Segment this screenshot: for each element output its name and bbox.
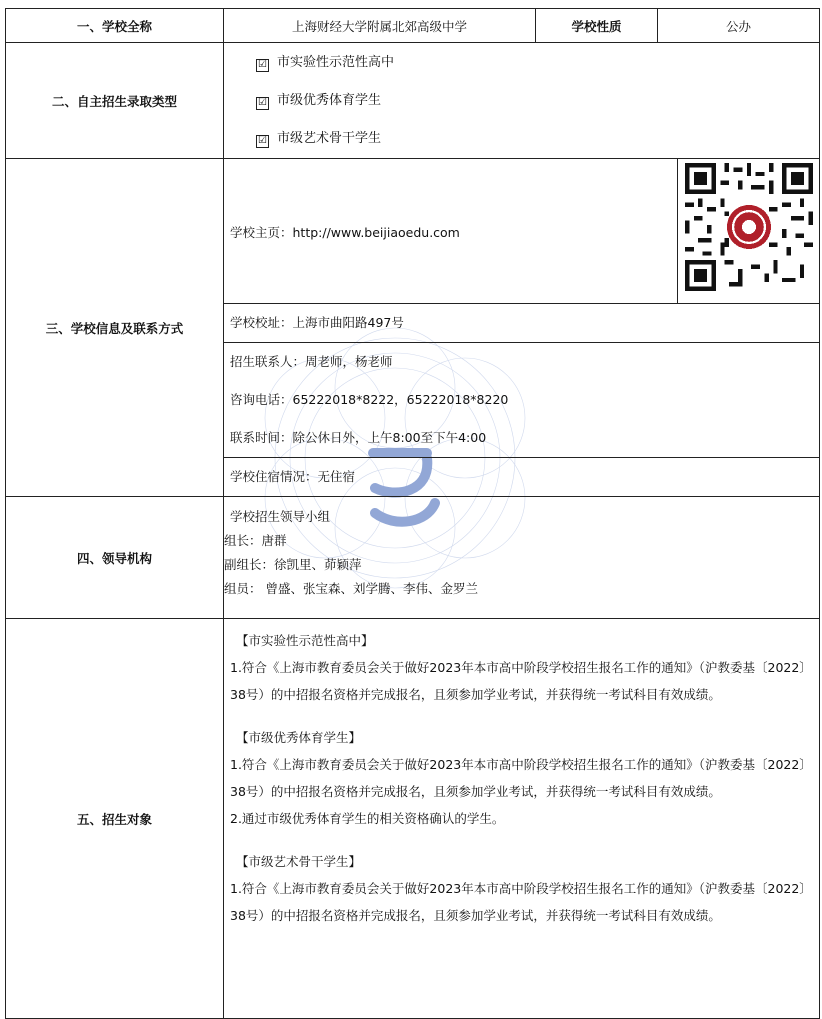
- checked-checkbox-icon: ☑: [256, 97, 269, 110]
- admission-type-item: [224, 44, 819, 82]
- admission-type-label: 市实验性示范性高中: [277, 54, 395, 70]
- contact-hours: 联系时间：除公休日外，上午8:00至下午4:00: [230, 430, 487, 445]
- label-school-nature: 学校性质: [536, 9, 658, 43]
- contact-block: [224, 342, 819, 457]
- homepage-text: 学校主页：http://www.beijiaoedu.com: [230, 225, 460, 240]
- row-school-info: [6, 159, 820, 497]
- label-admission-types: 二、自主招生录取类型: [6, 43, 224, 159]
- school-name-value: 上海财经大学附属北郊高级中学: [224, 9, 536, 43]
- school-address: 学校校址：上海市曲阳路497号: [224, 303, 819, 342]
- section-heading: 【市级艺术骨干学生】: [236, 854, 362, 869]
- label-school-info: 三、学校信息及联系方式: [6, 159, 224, 497]
- section-item: 1.符合《上海市教育委员会关于做好2023年本市高中阶段学校招生报名工作的通知》（沪教委基〔2022〕38号）的中招报名资格并完成报名，且须参加学业考试，并获得统一考试科目有效成绩。: [230, 660, 806, 702]
- leadership-deputy: 副组长：徐凯里、茆颖萍: [224, 557, 362, 572]
- row-admission-types: [6, 43, 820, 159]
- section-item: 2.通过市级优秀体育学生的相关资格确认的学生。: [230, 811, 505, 826]
- checked-checkbox-icon: ☑: [256, 135, 269, 148]
- admission-type-item: [224, 82, 819, 120]
- qr-code-icon: [685, 163, 813, 291]
- label-enrollment-targets: 五、招生对象: [6, 619, 224, 1019]
- row-enrollment-targets: [6, 619, 820, 1019]
- admission-info-table: [5, 8, 820, 1019]
- section-item: 1.符合《上海市教育委员会关于做好2023年本市高中阶段学校招生报名工作的通知》（沪教委基〔2022〕38号）的中招报名资格并完成报名，且须参加学业考试，并获得统一考试科目有效成绩。: [230, 757, 806, 799]
- enrollment-targets-block: [224, 619, 820, 1019]
- section-heading: 【市实验性示范性高中】: [236, 633, 374, 648]
- section-heading: 【市级优秀体育学生】: [236, 730, 362, 745]
- leadership-members: 组员： 曾盛、张宝森、刘学腾、李伟、金罗兰: [224, 581, 478, 596]
- admission-type-item: [224, 120, 819, 158]
- label-school-name: 一、学校全称: [6, 9, 224, 43]
- school-info-block: [224, 159, 820, 497]
- leadership-block: [224, 497, 820, 619]
- contact-person: 招生联系人：周老师，杨老师: [230, 354, 393, 369]
- document-page: [5, 8, 819, 972]
- checked-checkbox-icon: ☑: [256, 59, 269, 72]
- row-leadership: [6, 497, 820, 619]
- admission-types-list: [224, 43, 820, 159]
- label-leadership: 四、领导机构: [6, 497, 224, 619]
- row-school-name: [6, 9, 820, 43]
- homepage-block: [224, 159, 819, 303]
- admission-type-label: 市级艺术骨干学生: [277, 130, 382, 146]
- admission-type-label: 市级优秀体育学生: [277, 92, 382, 108]
- school-nature-value: 公办: [658, 9, 820, 43]
- leadership-leader: 组长：唐群: [224, 533, 287, 548]
- dorm-info: 学校住宿情况：无住宿: [224, 457, 819, 496]
- contact-phone: 咨询电话：65222018*8222，65222018*8220: [230, 392, 509, 407]
- leadership-group-title: 学校招生领导小组: [230, 509, 331, 524]
- section-item: 1.符合《上海市教育委员会关于做好2023年本市高中阶段学校招生报名工作的通知》（沪教委基〔2022〕38号）的中招报名资格并完成报名，且须参加学业考试，并获得统一考试科目有效成绩。: [230, 881, 806, 923]
